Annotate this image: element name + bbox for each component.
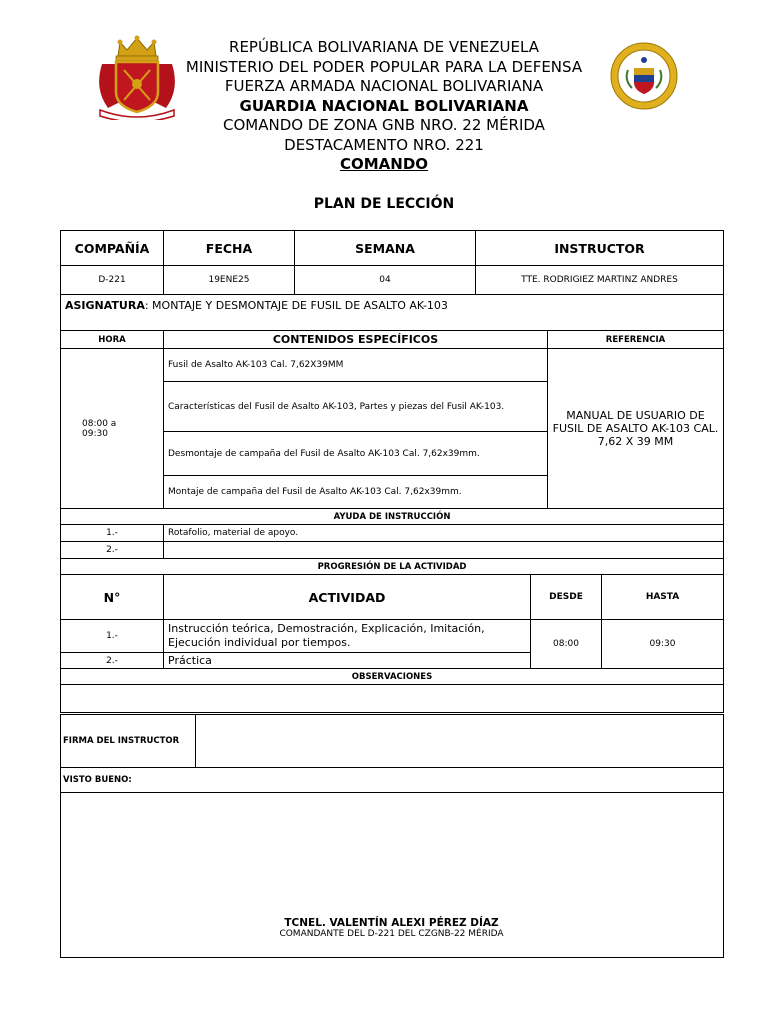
contenido-item: Montaje de campaña del Fusil de Asalto AK-103 Cal. 7,62x39mm. bbox=[164, 476, 548, 509]
contenido-item: Fusil de Asalto AK-103 Cal. 7,62X39MM bbox=[164, 349, 548, 382]
value-semana: 04 bbox=[295, 266, 476, 295]
hasta-value: 09:30 bbox=[602, 620, 724, 669]
document-title: PLAN DE LECCIÓN bbox=[313, 196, 455, 212]
progresion-label: PROGRESIÓN DE LA ACTIVIDAD bbox=[61, 559, 724, 575]
header-fecha: FECHA bbox=[164, 231, 295, 266]
ayuda-row-num: 1.- bbox=[61, 525, 164, 542]
header-numero: N° bbox=[61, 575, 164, 620]
actividad-row-num: 2.- bbox=[61, 653, 164, 669]
contenido-item: Desmontaje de campaña del Fusil de Asalto AK-103 Cal. 7,62x39mm. bbox=[164, 432, 548, 476]
header-line-3: FUERZA ARMADA NACIONAL BOLIVARIANA bbox=[224, 77, 544, 95]
firma-instructor-field bbox=[196, 715, 724, 768]
header-line-7-text: COMANDO bbox=[339, 155, 429, 173]
desde-value: 08:00 bbox=[531, 620, 602, 669]
header-contenidos: CONTENIDOS ESPECÍFICOS bbox=[164, 331, 548, 349]
document-header bbox=[0, 38, 768, 175]
value-fecha: 19ENE25 bbox=[164, 266, 295, 295]
signature-role: COMANDANTE DEL D-221 DEL CZGNB-22 MÉRIDA bbox=[279, 929, 504, 939]
header-line-2: MINISTERIO DEL PODER POPULAR PARA LA DEFENSA bbox=[185, 57, 583, 76]
actividad-row-text: Práctica bbox=[164, 653, 531, 669]
ayuda-row-text: Rotafolio, material de apoyo. bbox=[164, 525, 724, 542]
header-line-7 bbox=[0, 155, 768, 175]
asignatura-value: : MONTAJE Y DESMONTAJE DE FUSIL DE ASALTO AK-103 bbox=[144, 299, 448, 312]
contenido-item: Características del Fusil de Asalto AK-103, Partes y piezas del Fusil AK-103. bbox=[164, 382, 548, 432]
header-actividad: ACTIVIDAD bbox=[164, 575, 531, 620]
header-line-6: DESTACAMENTO NRO. 221 bbox=[284, 135, 484, 154]
actividad-row-text: Instrucción teórica, Demostración, Explicación, Imitación, Ejecución individual por tiempos. bbox=[164, 620, 531, 653]
asignatura-label: ASIGNATURA bbox=[65, 299, 145, 312]
observaciones-label: OBSERVACIONES bbox=[61, 669, 724, 685]
ayuda-row-text bbox=[164, 542, 724, 559]
contenidos-table bbox=[60, 330, 724, 509]
visto-bueno-label: VISTO BUENO: bbox=[61, 768, 724, 793]
progresion-table bbox=[60, 558, 724, 713]
value-instructor: TTE. RODRIGIEZ MARTINZ ANDRES bbox=[476, 266, 724, 295]
hora-value bbox=[61, 349, 164, 509]
header-hasta: HASTA bbox=[602, 575, 724, 620]
asignatura-cell bbox=[61, 295, 724, 331]
referencia-value: MANUAL DE USUARIO DE FUSIL DE ASALTO AK-103 CAL. 7,62 X 39 MM bbox=[548, 349, 724, 509]
ayuda-table bbox=[60, 508, 724, 559]
firma-instructor-label: FIRMA DEL INSTRUCTOR bbox=[61, 715, 196, 768]
header-instructor: INSTRUCTOR bbox=[476, 231, 724, 266]
info-table bbox=[60, 230, 724, 331]
header-hora: HORA bbox=[61, 331, 164, 349]
hora-value-text: 08:00 a 09:30 bbox=[82, 418, 117, 439]
value-compania: D-221 bbox=[61, 266, 164, 295]
ayuda-row-num: 2.- bbox=[61, 542, 164, 559]
header-semana: SEMANA bbox=[295, 231, 476, 266]
observaciones-field bbox=[61, 685, 724, 713]
ayuda-label: AYUDA DE INSTRUCCIÓN bbox=[61, 509, 724, 525]
header-referencia: REFERENCIA bbox=[548, 331, 724, 349]
header-line-4: GUARDIA NACIONAL BOLIVARIANA bbox=[239, 96, 529, 115]
header-line-5: COMANDO DE ZONA GNB NRO. 22 MÉRIDA bbox=[223, 116, 545, 134]
actividad-row-num: 1.- bbox=[61, 620, 164, 653]
header-line-1: REPÚBLICA BOLIVARIANA DE VENEZUELA bbox=[229, 38, 539, 56]
header-compania: COMPAÑÍA bbox=[61, 231, 164, 266]
header-desde: DESDE bbox=[531, 575, 602, 620]
signature-name: TCNEL. VALENTÍN ALEXI PÉREZ DÍAZ bbox=[284, 917, 499, 929]
signature-block bbox=[60, 917, 723, 939]
